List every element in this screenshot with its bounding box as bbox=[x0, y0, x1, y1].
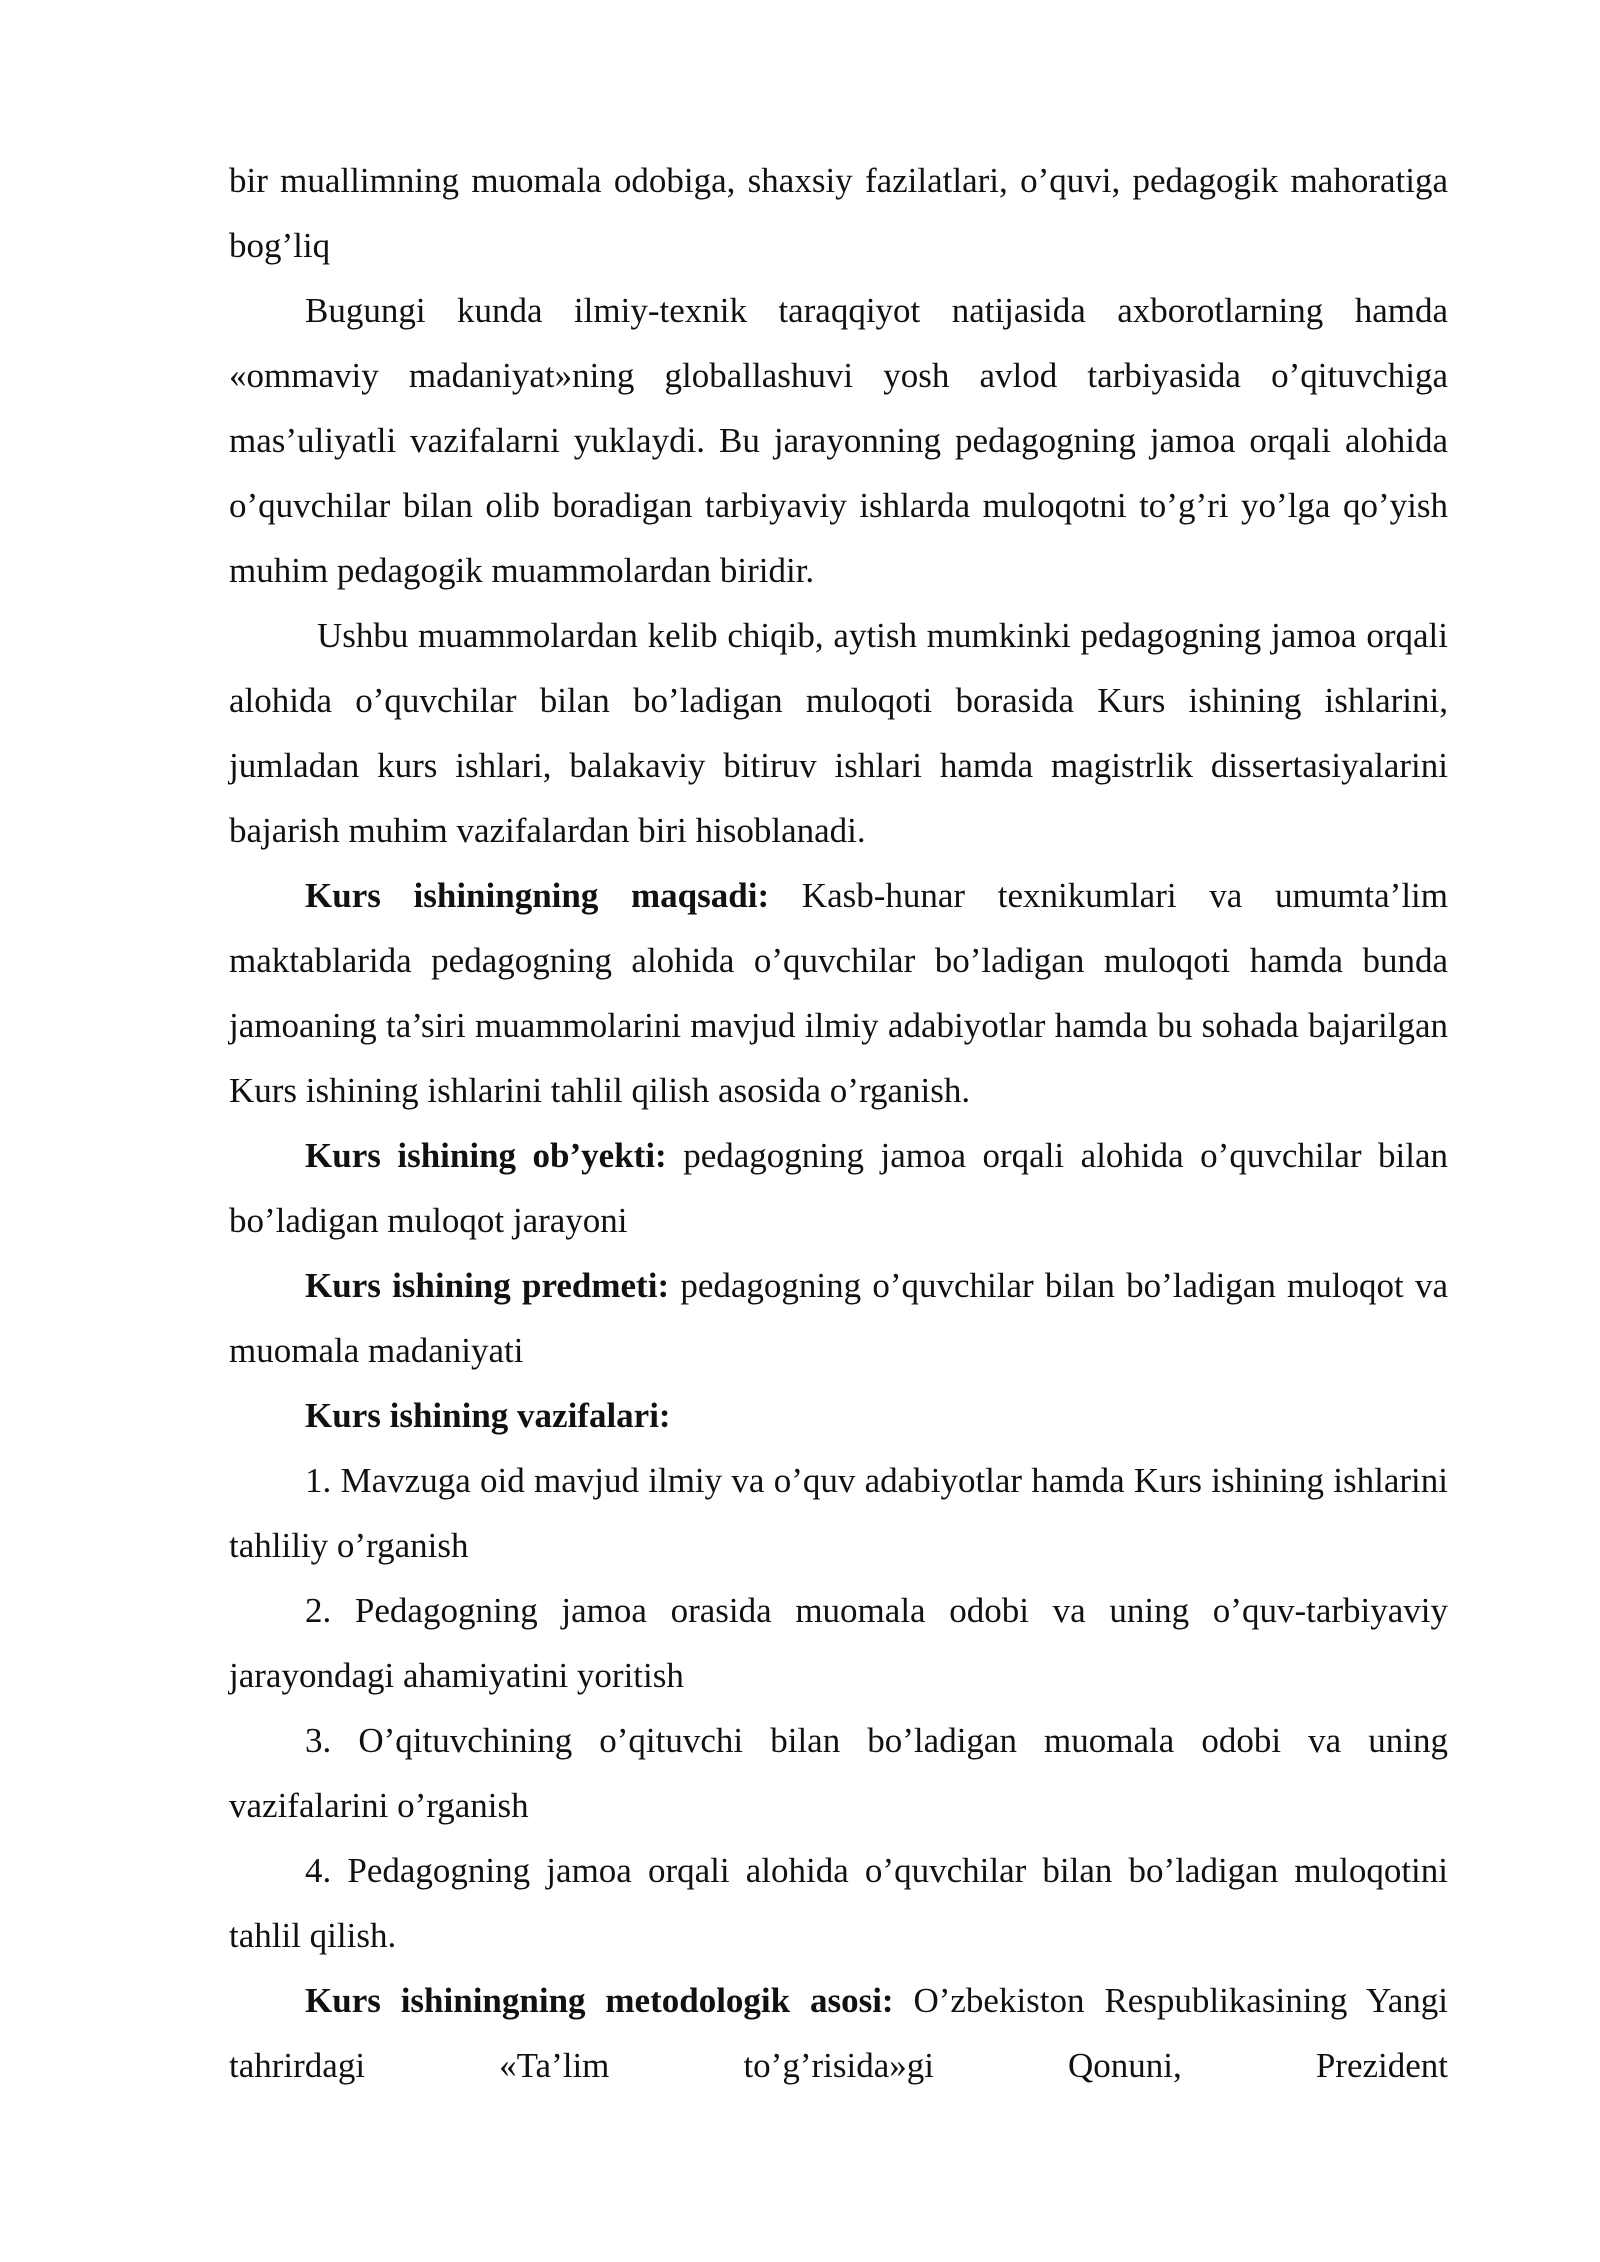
paragraph-text: 2. Pedagogning jamoa orasida muomala odobi va uning o’quv-tarbiyaviy jarayondagi ahamiyatini yoritish bbox=[229, 1591, 1448, 1695]
paragraph-object bbox=[229, 1123, 1448, 1253]
paragraph-methodology bbox=[229, 1968, 1448, 2098]
paragraph-continuation bbox=[229, 148, 1448, 278]
task-item-2 bbox=[229, 1578, 1448, 1708]
paragraph-text: pedagogning o’quvchilar bilan bo’ladigan muloqot va muomala madaniyati bbox=[229, 1266, 1448, 1370]
task-item-4 bbox=[229, 1838, 1448, 1968]
paragraph-goal bbox=[229, 863, 1448, 1123]
paragraph-text: 3. O’qituvchining o’qituvchi bilan bo’ladigan muomala odobi va uning vazifalarini o’rganish bbox=[229, 1721, 1448, 1825]
object-label: Kurs ishining ob’yekti: bbox=[305, 1136, 667, 1175]
subject-label: Kurs ishining predmeti: bbox=[305, 1266, 670, 1305]
paragraph-text: bir muallimning muomala odobiga, shaxsiy fazilatlari, o’quvi, pedagogik mahoratiga bog’liq bbox=[229, 161, 1448, 265]
task-item-1 bbox=[229, 1448, 1448, 1578]
paragraph-introduction bbox=[229, 278, 1448, 603]
paragraph-text: 1. Mavzuga oid mavjud ilmiy va o’quv adabiyotlar hamda Kurs ishining ishlarini tahliliy o’rganish bbox=[229, 1461, 1448, 1565]
paragraph-text: Ushbu muammolardan kelib chiqib, aytish mumkinki pedagogning jamoa orqali alohida o’quvchilar bilan bo’ladigan muloqoti borasida Kurs ishining ishlarini, jumladan kurs ishlari, balakaviy bitiruv ishlari hamda magistrlik dissertasiyalarini bajarish muhim vazifalardan biri hisoblanadi. bbox=[229, 616, 1448, 850]
paragraph-text: pedagogning jamoa orqali alohida o’quvchilar bilan bo’ladigan muloqot jarayoni bbox=[229, 1136, 1448, 1240]
paragraph-problem bbox=[229, 603, 1448, 863]
tasks-label: Kurs ishining vazifalari: bbox=[305, 1396, 671, 1435]
paragraph-text: Bugungi kunda ilmiy-texnik taraqqiyot natijasida axborotlarning hamda «ommaviy madaniyat»ning globallashuvi yosh avlod tarbiyasida o’qituvchiga mas’uliyatli vazifalarni yuklaydi. Bu jarayonning pedagogning jamoa orqali alohida o’quvchilar bilan olib boradigan tarbiyaviy ishlarda muloqotni to’g’ri yo’lga qo’yish muhim pedagogik muammolardan biridir. bbox=[229, 291, 1448, 590]
paragraph-text: O’zbekiston Respublikasining Yangi tahrirdagi «Ta’lim to’g’risida»gi Qonuni, Prezident bbox=[229, 1981, 1448, 2085]
task-item-3 bbox=[229, 1708, 1448, 1838]
paragraph-text: 4. Pedagogning jamoa orqali alohida o’quvchilar bilan bo’ladigan muloqotini tahlil qilish. bbox=[229, 1851, 1448, 1955]
methodology-label: Kurs ishiningning metodologik asosi: bbox=[305, 1981, 894, 2020]
paragraph-subject bbox=[229, 1253, 1448, 1383]
tasks-heading bbox=[229, 1383, 1448, 1448]
document-page bbox=[229, 148, 1448, 2098]
paragraph-text: Kasb-hunar texnikumlari va umumta’lim maktablarida pedagogning alohida o’quvchilar bo’ladigan muloqoti hamda bunda jamoaning ta’siri muammolarini mavjud ilmiy adabiyotlar hamda bu sohada bajarilgan Kurs ishining ishlarini tahlil qilish asosida o’rganish. bbox=[229, 876, 1448, 1110]
goal-label: Kurs ishiningning maqsadi: bbox=[305, 876, 770, 915]
